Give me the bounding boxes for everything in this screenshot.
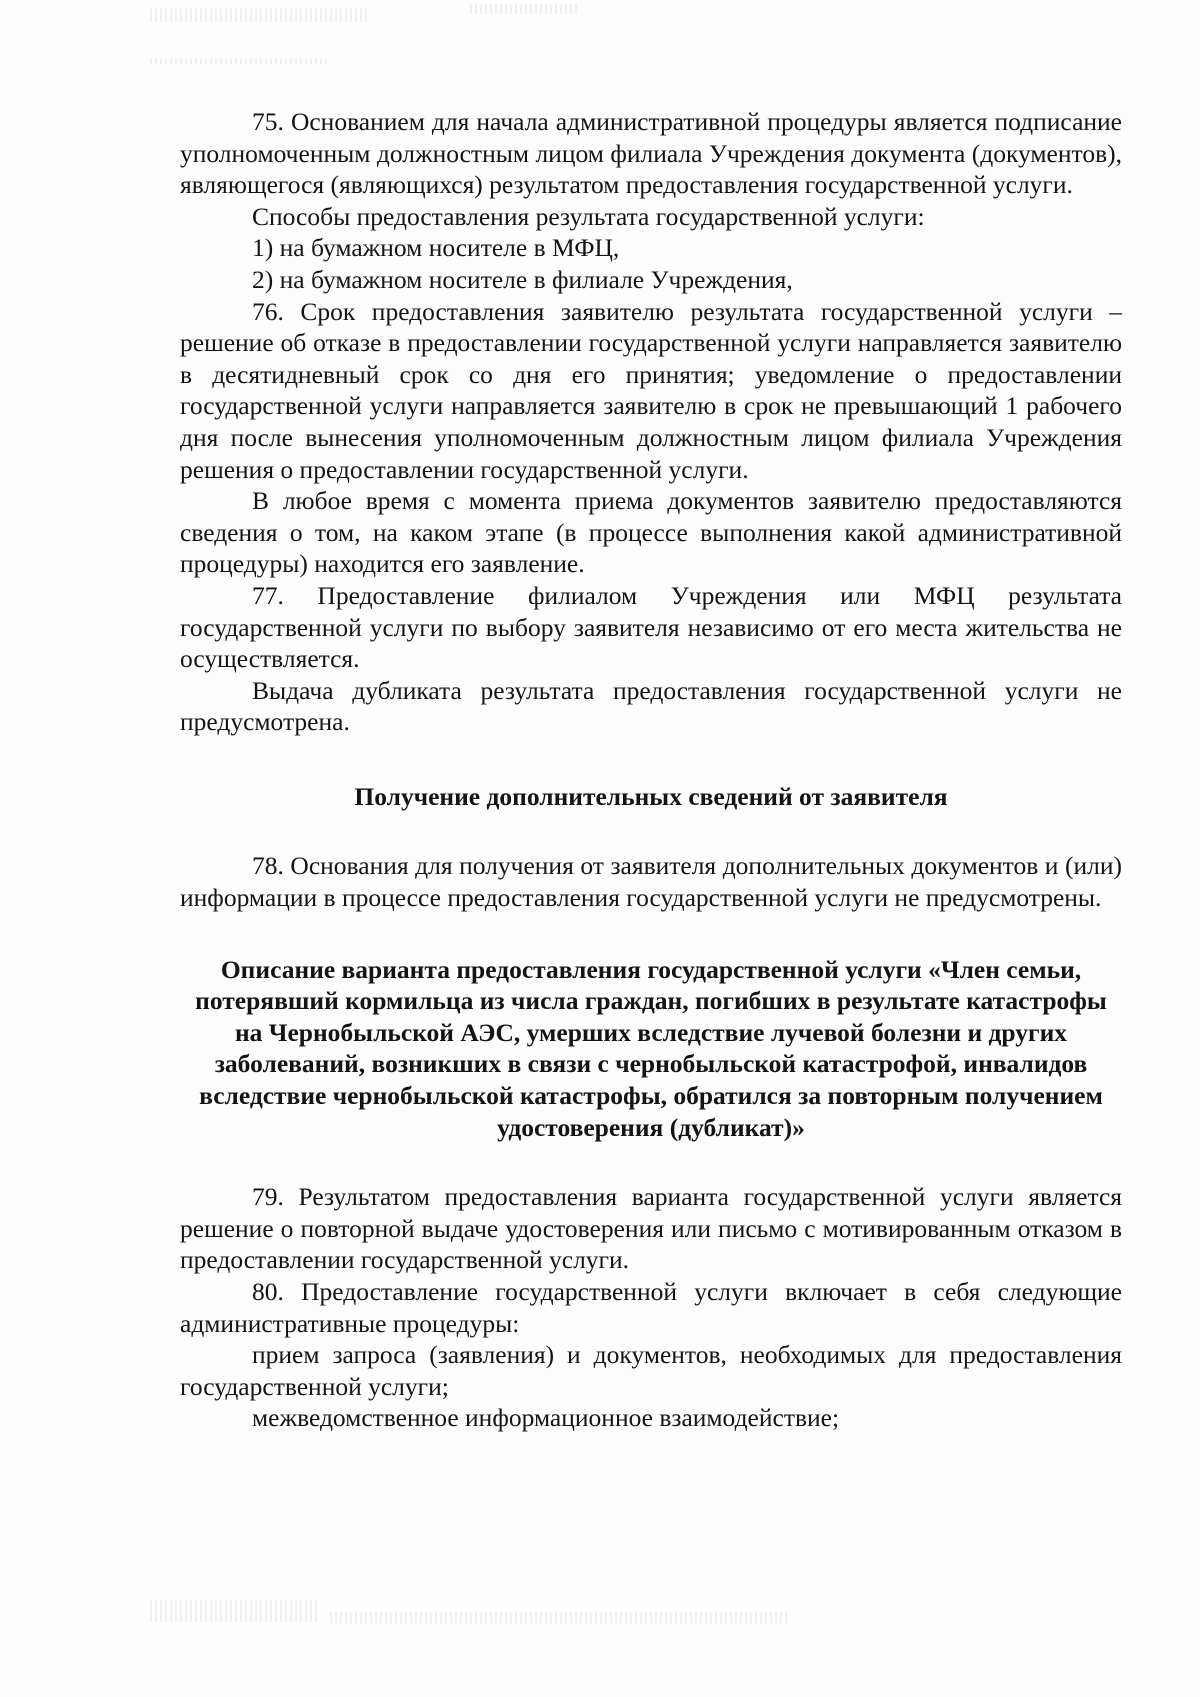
- paragraph-duplicate: Выдача дубликата результата предоставления государственной услуги не предусмотрена.: [180, 675, 1122, 737]
- scan-noise: [150, 58, 330, 64]
- document-body: [180, 106, 1122, 1434]
- paragraph-78: 78. Основания для получения от заявителя дополнительных документов и (или) информации в процессе предоставления государственной услуги не предусмотрены.: [180, 851, 1122, 913]
- spacer: [180, 738, 1122, 781]
- paragraph-methods: Способы предоставления результата государственной услуги:: [252, 201, 925, 231]
- paragraph-76: 76. Срок предоставления заявителю результата государственной услуги – решение об отказе в предоставлении государственной услуги направляется заявителю в десятидневный срок со дня его принятия; уведомление о предоставлении государственной услуги направляется заявителю в срок не превышающий 1 рабочего дня после вынесения уполномоченным должностным лицом филиала Учреждения решения о предоставлении государственной услуги.: [180, 296, 1122, 484]
- paragraph-77: 77. Предоставление филиалом Учреждения или МФЦ результата государственной услуги по выбору заявителя независимо от его места жительства не осуществляется.: [180, 580, 1122, 674]
- spacer: [180, 812, 1122, 850]
- scan-noise: [150, 1600, 320, 1622]
- scan-noise: [330, 1612, 790, 1624]
- paragraph-79: 79. Результатом предоставления варианта государственной услуги является решение о повторной выдаче удостоверения или письмо с мотивированным отказом в предоставлении государственной услуги.: [180, 1182, 1122, 1275]
- scan-noise: [150, 8, 370, 22]
- section-heading-additional-info: Получение дополнительных сведений от заявителя: [354, 781, 948, 811]
- list-item-2: 2) на бумажном носителе в филиале Учреждения,: [252, 264, 793, 294]
- list-item-1: 1) на бумажном носителе в МФЦ,: [252, 233, 620, 263]
- procedure-item-reception: прием запроса (заявления) и документов, необходимых для предоставления государственной услуги;: [180, 1340, 1122, 1401]
- paragraph-80: 80. Предоставление государственной услуги включает в себя следующие административные процедуры:: [180, 1277, 1122, 1338]
- paragraph-75: 75. Основанием для начала административной процедуры является подписание уполномоченным должностным лицом филиала Учреждения документа (документов), являющегося (являющихся) результатом предоставления государственной услуги.: [180, 107, 1122, 200]
- scan-noise: [470, 4, 580, 14]
- section-heading-variant: Описание варианта предоставления государственной услуги «Член семьи, потерявший кормильца из числа граждан, погибших в результате катастрофы на Чернобыльской АЭС, умерших вследствие лучевой болезни и других заболеваний, возникших в связи с чернобыльской катастрофой, инвалидов вследствие чернобыльской катастрофы, обратился за повторным получением удостоверения (дубликат)»: [195, 954, 1107, 1142]
- procedure-item-interagency: межведомственное информационное взаимодействие;: [252, 1403, 840, 1433]
- spacer: [180, 1143, 1122, 1181]
- spacer: [180, 914, 1122, 954]
- paragraph-anytime: В любое время с момента приема документов заявителю предоставляются сведения о том, на каком этапе (в процессе выполнения какой административной процедуры) находится его заявление.: [180, 486, 1122, 579]
